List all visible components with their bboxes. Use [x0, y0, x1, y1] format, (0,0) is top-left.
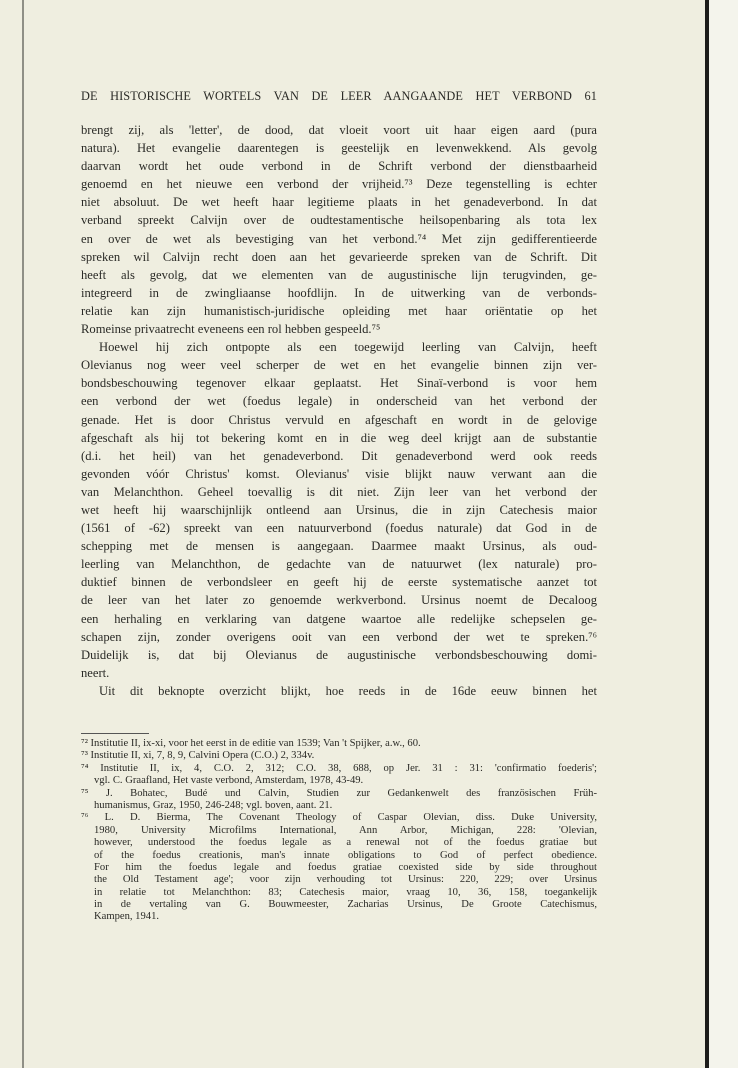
footnote-line: For him the foedus legale and foedus gratiae coexisted side by side throughout — [94, 861, 597, 873]
body-line: genoemd en het nieuwe een verbond der vrijheid.⁷³ Deze tegenstelling is echter — [81, 177, 597, 192]
body-line: (d.i. het heil) van het genadeverbond. Dit genadeverbond werd ook reeds — [81, 448, 597, 463]
body-line: Uit dit beknopte overzicht blijkt, hoe reeds in de 16de eeuw binnen het — [99, 683, 597, 698]
footnotes — [81, 738, 597, 924]
body-line: integreerd in de zwingliaanse hoofdlijn. In de uitwerking van de verbonds- — [81, 285, 597, 300]
body-line: Olevianus nog weer veel scherper de wet en het evangelie binnen zijn ver- — [81, 358, 597, 373]
body-line: een herhaling en verklaring van datgene waartoe alle redelijke schepselen ge- — [81, 611, 597, 626]
body-line: bondsbeschouwing tegenover elkaar geplaatst. Het Sinaï-verbond is voor hem — [81, 376, 597, 391]
footnote-line: ⁷⁶ L. D. Bierma, The Covenant Theology of Caspar Olevian, diss. Duke University, — [81, 812, 597, 824]
body-line: brengt zij, als 'letter', de dood, dat vloeit voort uit haar eigen aard (pura — [81, 123, 597, 137]
running-head: DE HISTORISCHE WORTELS VAN DE LEER AANGAANDE HET VERBOND 61 — [81, 89, 597, 103]
page-right-margin — [709, 0, 738, 1068]
footnote-line: ⁷⁴ Institutie II, ix, 4, C.O. 2, 312; C.O. 38, 688, op Jer. 31 : 31: 'confirmatio foederis'; — [81, 762, 597, 774]
body-line: de leer van het later zo genoemde werkverbond. Ursinus noemt de Decaloog — [81, 593, 597, 608]
body-text — [81, 121, 597, 700]
footnote-line: 1980, University Microfilms International, Ann Arbor, Michigan, 228: 'Olevian, — [94, 824, 597, 836]
body-line: en over de wet als bevestiging van het verbond.⁷⁴ Met zijn gedifferentieerde — [81, 231, 597, 246]
body-line: niet absoluut. De wet heeft haar legitieme plaats in het genadeverbond. In dat — [81, 195, 597, 210]
body-line: gevonden vóór Christus' komst. Olevianus' visie blijkt nauw verwant aan die — [81, 466, 597, 481]
footnote-line: ⁷² Institutie II, ix-xi, voor het eerst in de editie van 1539; Van 't Spijker, a.w., 60. — [81, 738, 421, 749]
footnote-line: ⁷³ Institutie II, xi, 7, 8, 9, Calvini Opera (C.O.) 2, 334v. — [81, 750, 315, 762]
body-line: leerling van Melanchthon, de gedachte van de natuurwet (lex naturale) pro- — [81, 557, 597, 572]
footnote-line: vgl. C. Graafland, Het vaste verbond, Amsterdam, 1978, 43-49. — [94, 775, 364, 787]
body-line: verband spreekt Calvijn over de oudtestamentische heilsopenbaring als tota lex — [81, 213, 597, 228]
footnote-line: however, understood the foedus legale as a renewal not of the foedus gratiae but — [94, 837, 597, 849]
body-line: wet heeft hij waarschijnlijk ontleend aan Ursinus, die in zijn Catechesis maior — [81, 502, 597, 517]
footnote-line: of the foedus creationis, man's innate obligations to God of perfect obedience. — [94, 849, 597, 861]
footnote-line: Kampen, 1941. — [94, 911, 160, 923]
footnote-line: ⁷⁵ J. Bohatec, Budé und Calvin, Studien zur Gedankenwelt des französischen Früh- — [81, 787, 597, 799]
page-left-edge — [22, 0, 24, 1068]
body-line: duktief binnen de verbondsleer en geeft hij de eerste systematische aanzet tot — [81, 575, 597, 590]
body-line: spreken wil Calvijn recht doen aan het gevarieerde spreken van de Schrift. Dit — [81, 249, 597, 264]
body-line: een verbond der wet (foedus legale) in onderscheid van het verbond der — [81, 394, 597, 409]
footnote-rule — [81, 733, 149, 734]
footnote-line: in relatie tot Melanchthon: 83; Catechesis maior, vraag 10, 36, 158, toegankelijk — [94, 886, 597, 898]
body-line: daarvan wordt het oude verbond in de Schrift verbond der dienstbaarheid — [81, 159, 597, 174]
body-line: genade. Het is door Christus vervuld en afgeschaft en wordt in de gelovige — [81, 412, 597, 427]
body-line: heeft als gevolg, dat we elementen van de augustinische lijn terugvinden, ge- — [81, 267, 597, 282]
body-line: Hoewel hij zich ontpopte als een toegewijd leerling van Calvijn, heeft — [99, 340, 597, 355]
footnote-line: the Old Testament age'; voor zijn verhouding tot Ursinus: 220, 229; over Ursinus — [94, 874, 597, 886]
body-line: natura). Het evangelie daarentegen is geestelijk en levenwekkend. Als gevolg — [81, 141, 597, 156]
body-line: neert. — [81, 665, 110, 680]
body-line: relatie kan zijn humanistisch-juridische opleiding met haar oriëntatie op het — [81, 303, 597, 318]
body-line: Romeinse privaatrecht eveneens een rol hebben gespeeld.⁷⁵ — [81, 322, 381, 337]
body-line: schepping met de mensen is aangegaan. Daarmee maakt Ursinus, als oud- — [81, 539, 597, 554]
footnote-line: in de vertaling van G. Bouwmeester, Zacharias Ursinus, De Groote Catechismus, — [94, 899, 597, 911]
body-line: van Melanchthon. Geheel toevallig is dit niet. Zijn leer van het verbond der — [81, 484, 597, 499]
body-line: schapen zijn, zonder overigens ooit van een verbond der wet te spreken.⁷⁶ — [81, 629, 597, 644]
body-line: afgeschaft als hij tot bekering komt en in die weg deel krijgt aan de substantie — [81, 430, 597, 445]
body-line: Duidelijk is, dat bij Olevianus de augustinische verbondsbeschouwing domi- — [81, 647, 597, 662]
body-line: (1561 of -62) spreekt van een natuurverbond (foedus naturale) dat God in de — [81, 521, 597, 536]
footnote-line: humanismus, Graz, 1950, 246-248; vgl. boven, aant. 21. — [94, 799, 333, 811]
